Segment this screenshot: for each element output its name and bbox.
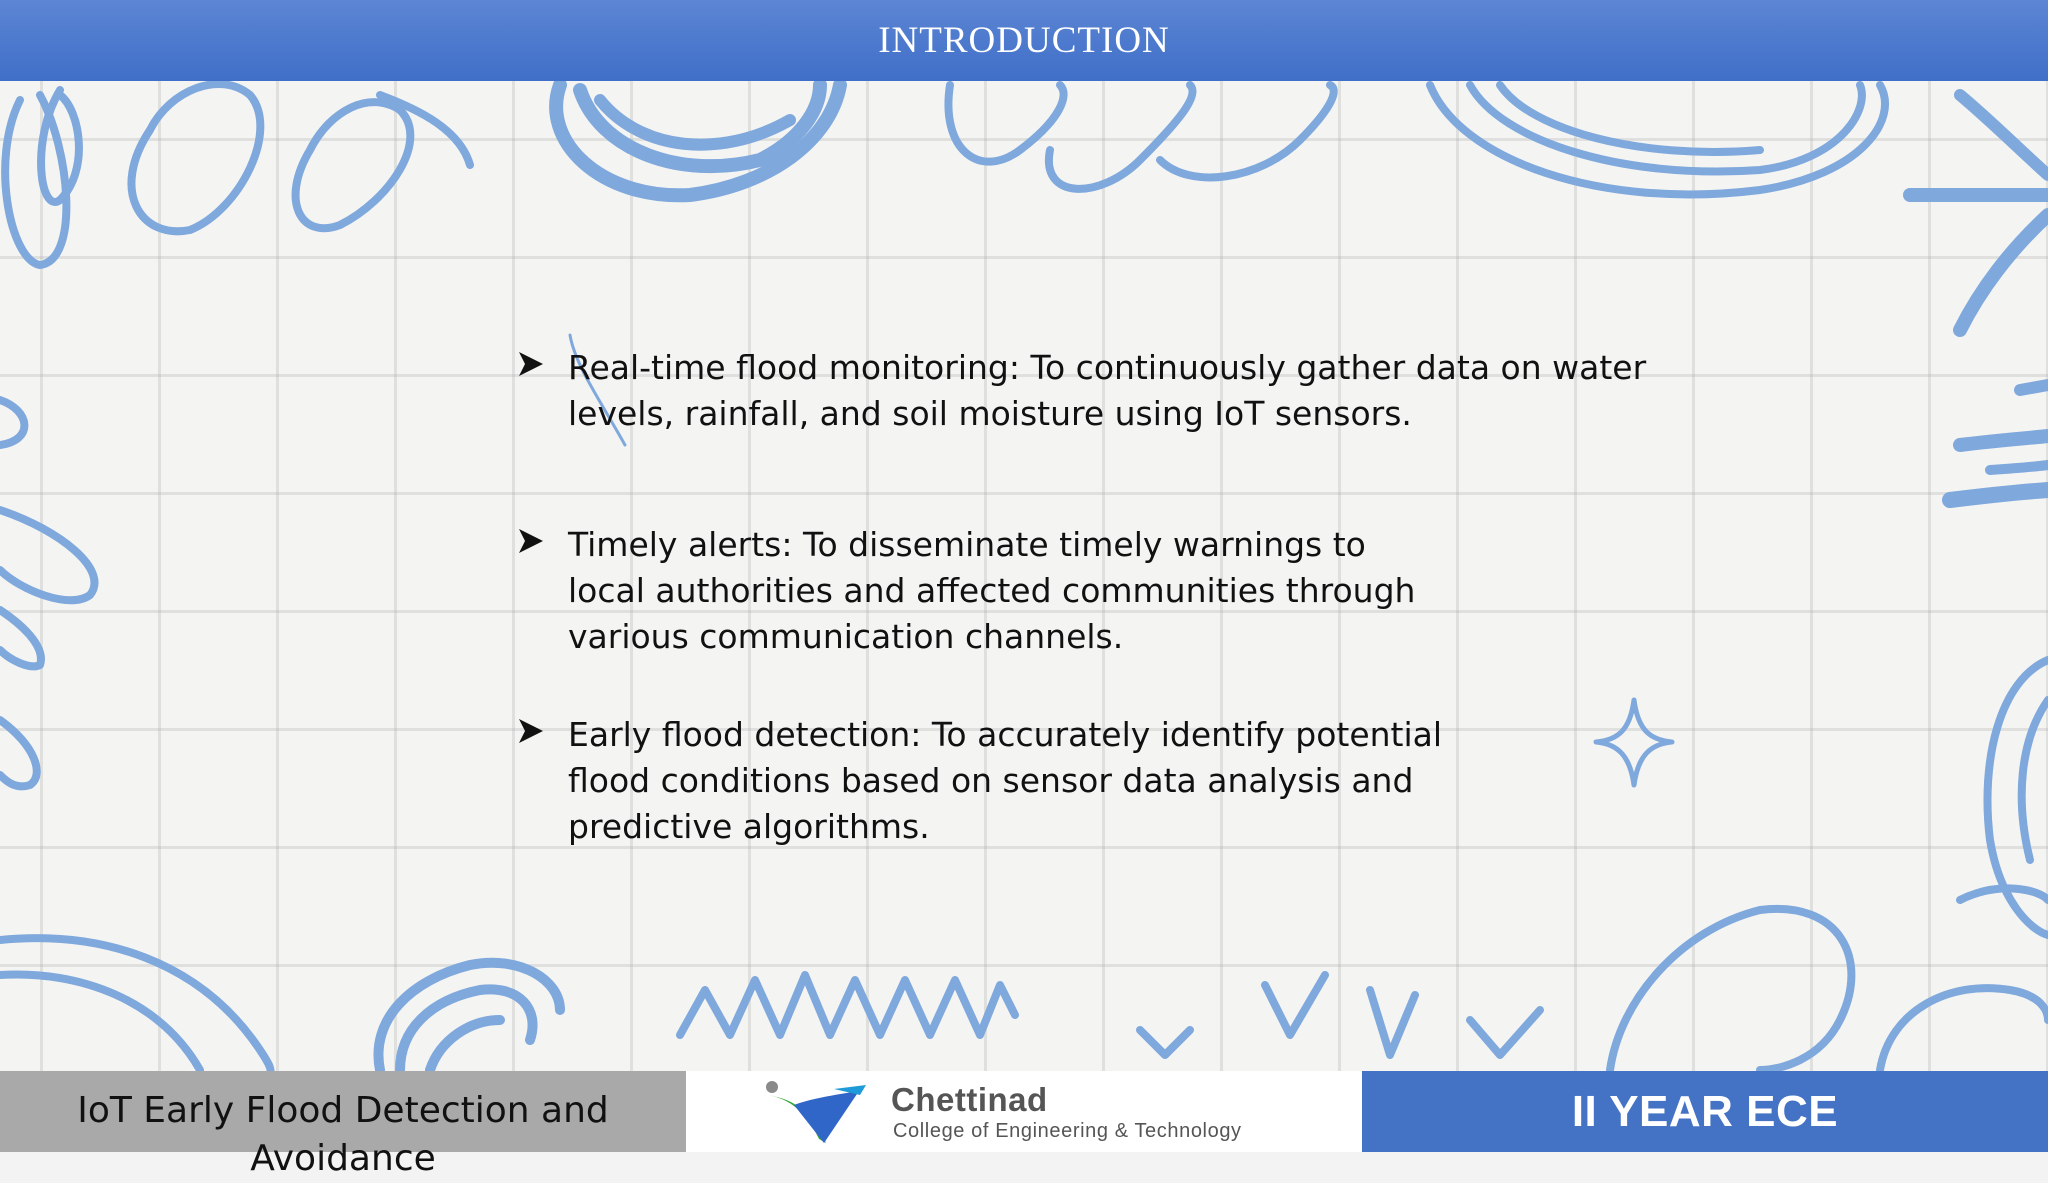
bullet-item: [518, 345, 1718, 437]
arrowhead-bullet-icon: [518, 712, 568, 850]
bullet-text: Real-time flood monitoring: To continuously gather data on water levels, rainfall, and soil moisture using IoT sensors.: [568, 348, 1647, 433]
college-subtitle: College of Engineering & Technology: [893, 1120, 1242, 1142]
arrowhead-bullet-icon: [518, 522, 568, 660]
college-name: Chettinad: [891, 1081, 1048, 1118]
project-title: IoT Early Flood Detection and Avoidance: [77, 1090, 609, 1179]
slide-header-bar: [0, 0, 2048, 81]
arrowhead-bullet-icon: [518, 345, 568, 437]
bullet-item: [518, 522, 1448, 660]
slide-title: INTRODUCTION: [878, 20, 1170, 61]
footer-project-title-panel: [0, 1071, 686, 1179]
bullet-text: Early flood detection: To accurately identify potential flood conditions based on sensor data analysis and predictive algorithms.: [568, 715, 1443, 846]
bullet-item: [518, 712, 1488, 850]
footer-year-panel: [1362, 1071, 2048, 1152]
college-logo-icon: [764, 1077, 884, 1147]
footer-college-logo-panel: [686, 1071, 1362, 1152]
bullet-text: Timely alerts: To disseminate timely warnings to local authorities and affected communities through various communication channels.: [568, 525, 1416, 656]
year-label: II YEAR ECE: [1571, 1086, 1839, 1136]
